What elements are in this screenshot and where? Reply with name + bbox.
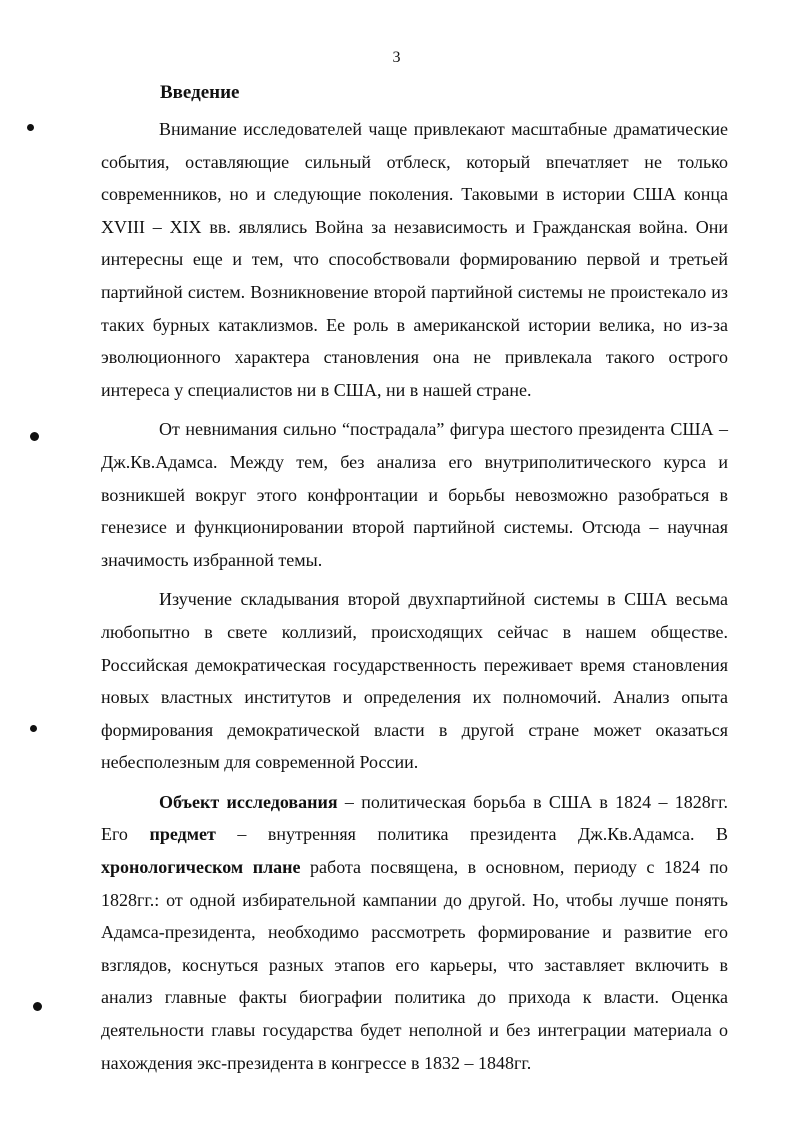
paragraph-4-text-c: работа посвящена, в основном, периоду с 1824 по 1828гг.: от одной избирательной кампании до другой. Но, чтобы лучше понять Адамса-президента, необходимо рассмотреть формирование и развитие его взглядов, коснуться разных этапов его карьеры, что заставляет включить в анализ главные факты биографии политика до прихода к власти. Оценка деятельности главы государства будет неполной и без интеграции материала о нахождения экс-президента в конгрессе в 1832 – 1848гг. [101,857,728,1073]
margin-dot-4 [33,1002,42,1011]
margin-dot-3 [30,725,37,732]
paragraph-3 [101,583,728,779]
paragraph-1-text: Внимание исследователей чаще привлекают масштабные драматические события, оставляющие сильный отблеск, который впечатляет не только современников, но и следующие поколения. Таковыми в истории США конца XVIII – XIX вв. являлись Война за независимость и Гражданская война. Они интересны еще и тем, что способствовали формированию первой и третьей партийной систем. Возникновение второй партийной системы не проистекало из таких бурных катаклизмов. Ее роль в американской истории велика, но из-за эволюционного характера становления она не привлекала такого острого интереса у специалистов ни в США, ни в нашей стране. [101,119,728,400]
section-heading: Введение [160,82,240,103]
margin-dot-2 [30,432,39,441]
paragraph-4-text-a: – политическая борьба в США в 1824 – 1828гг. Его [101,791,728,845]
page-number: 3 [392,49,401,66]
paragraph-4 [101,786,728,1079]
research-subject-term: предмет [149,824,216,845]
chronological-scope-term: хронологическом плане [101,857,301,878]
paragraph-2 [101,413,728,576]
margin-dot-1 [27,124,34,131]
paragraph-1 [101,113,728,406]
paragraph-3-text: Изучение складывания второй двухпартийной системы в США весьма любопытно в свете коллизий, происходящих сейчас в нашем обществе. Российская демократическая государственность переживает время становления новых властных институтов и определения их полномочий. Анализ опыта формирования демократической власти в другой стране может оказаться небесполезным для современной России. [101,589,728,773]
paragraph-4-text-b: – внутренняя политика президента Дж.Кв.Адамса. В [215,824,729,845]
research-object-term: Объект исследования [159,791,338,812]
body-text [101,113,728,1079]
paragraph-2-text: От невнимания сильно “пострадала” фигура шестого президента США – Дж.Кв.Адамса. Между тем, без анализа его внутриполитического курса и возникшей вокруг этого конфронтации и борьбы невозможно разобраться в генезисе и функционировании второй партийной системы. Отсюда – научная значимость избранной темы. [101,419,728,570]
